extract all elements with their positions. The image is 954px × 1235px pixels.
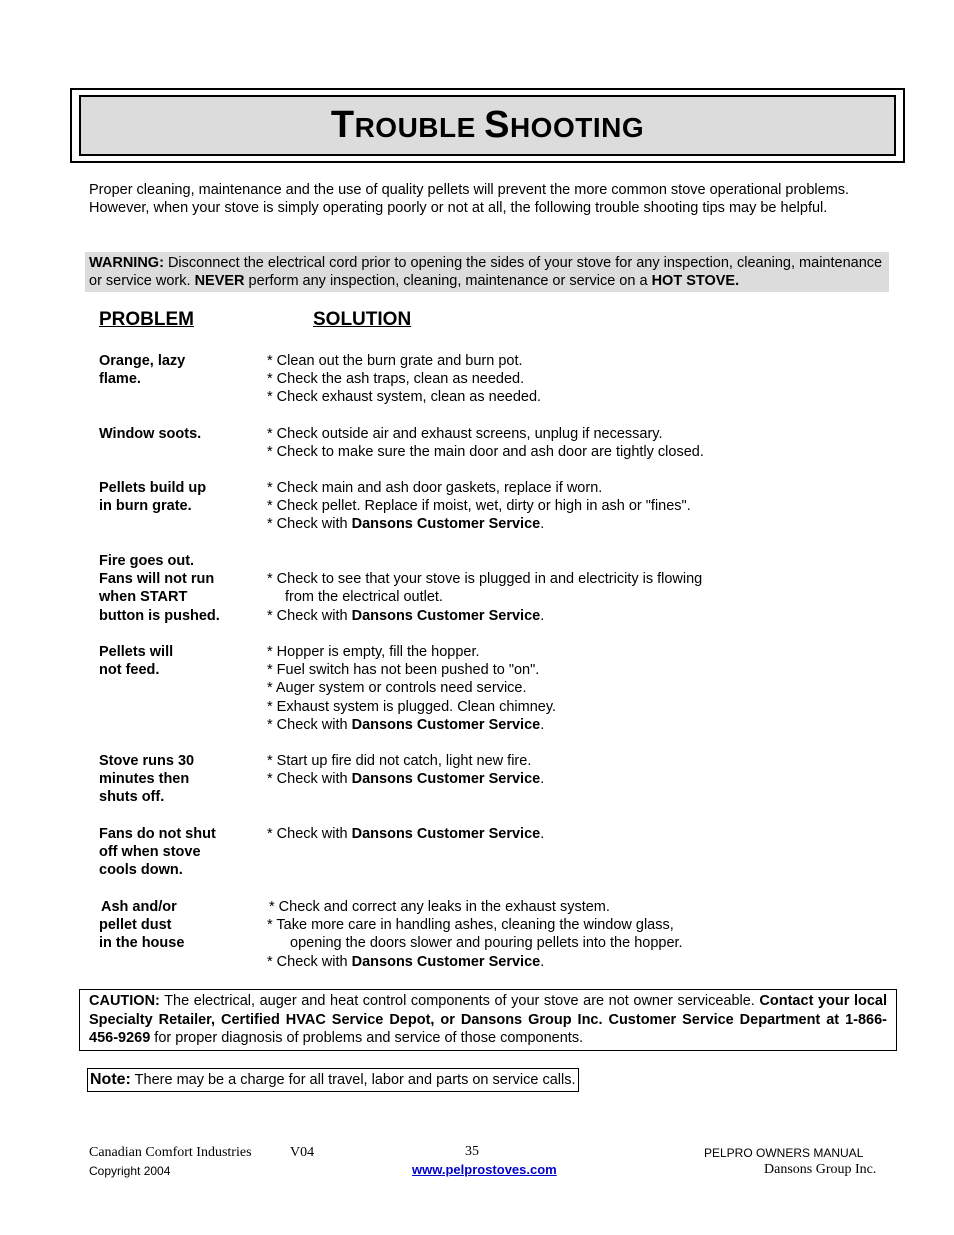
title-inner xyxy=(79,95,896,156)
solution-cell: * Check outside air and exhaust screens, unplug if necessary. * Check to make sure the main door and ash door are tightly closed. xyxy=(267,426,704,461)
problem-cell: Fire goes out. Fans will not run when START button is pushed. xyxy=(99,553,220,624)
check-with-service: * Check with Dansons Customer Service. xyxy=(267,953,545,970)
warning-label: WARNING: xyxy=(89,255,164,271)
solution-cell: * Check main and ash door gaskets, replace if worn. * Check pellet. Replace if moist, wet, dirty or high in ash or "fines". * Check with Dansons Customer Service. xyxy=(267,479,887,534)
problem-cell: Stove runs 30 minutes then shuts off. xyxy=(99,753,195,806)
caution-label: CAUTION: xyxy=(89,993,160,1009)
footer-copyright: Copyright 2004 xyxy=(89,1164,171,1178)
footer-version: V04 xyxy=(290,1145,315,1160)
footer-manual-title: PELPRO OWNERS MANUAL xyxy=(704,1146,864,1160)
note-label: Note: xyxy=(90,1071,131,1088)
check-with-service: * Check with Dansons Customer Service. xyxy=(267,716,545,733)
solution-cell: * Start up fire did not catch, light new fire. * Check with Dansons Customer Service. xyxy=(267,752,887,788)
note-box: Note: There may be a charge for all travel, labor and parts on service calls. xyxy=(87,1068,579,1092)
problem-cell: Window soots. xyxy=(99,426,202,442)
solution-cell: * Check and correct any leaks in the exhaust system. * Take more care in handling ashes, cleaning the window glass, opening the doors slower and pouring pellets into the hopper. * Check with Dansons Customer Service. xyxy=(267,898,887,971)
problem-cell: Pellets will not feed. xyxy=(99,644,174,679)
website-link[interactable]: www.pelprostoves.com xyxy=(412,1162,557,1177)
problem-header: PROBLEM xyxy=(99,309,194,330)
solution-header: SOLUTION xyxy=(313,309,412,330)
problem-cell: Ash and/or pellet dust in the house xyxy=(99,899,185,952)
check-with-service: * Check with Dansons Customer Service. xyxy=(267,607,545,624)
warning-box: WARNING: Disconnect the electrical cord prior to opening the sides of your stove for any inspection, cleaning, maintenance or service work. NEVER perform any inspection, cleaning, maintenance or service on a HOT STOVE. xyxy=(85,252,889,292)
title-box xyxy=(70,88,905,163)
check-with-service: * Check with Dansons Customer Service. xyxy=(267,771,545,788)
page-title: TROUBLE SHOOTING xyxy=(330,104,645,146)
footer-group: Dansons Group Inc. xyxy=(764,1162,877,1177)
problem-cell: Pellets build up in burn grate. xyxy=(99,480,207,515)
page-number: 35 xyxy=(465,1144,479,1159)
solution-cell: * Clean out the burn grate and burn pot. * Check the ash traps, clean as needed. * Check exhaust system, clean as needed. xyxy=(267,353,542,406)
check-with-service: * Check with Dansons Customer Service. xyxy=(267,516,545,533)
solution-cell: * Check to see that your stove is plugged in and electricity is flowing from the electrical outlet. * Check with Dansons Customer Service. xyxy=(267,570,887,625)
intro-paragraph: Proper cleaning, maintenance and the use of quality pellets will prevent the more common stove operational problems. However, when your stove is simply operating poorly or not at all, the following trouble shooting tips may be helpful. xyxy=(89,182,850,216)
problem-cell: Orange, lazy flame. xyxy=(99,353,186,388)
footer-company: Canadian Comfort Industries xyxy=(89,1145,252,1160)
check-with-service: * Check with Dansons Customer Service. xyxy=(267,826,545,842)
solution-cell xyxy=(267,825,887,843)
solution-cell: * Hopper is empty, fill the hopper. * Fuel switch has not been pushed to "on". * Auger system or controls need service. * Exhaust system is plugged. Clean chimney. * Check with Dansons Customer Service. xyxy=(267,643,887,734)
caution-box: CAUTION: The electrical, auger and heat control components of your stove are not owner serviceable. Contact your local Specialty Retailer, Certified HVAC Service Depot, or Dansons Group Inc. Customer Service Department at 1-866-456-9269 for proper diagnosis of problems and service of those components. xyxy=(79,989,897,1051)
problem-cell: Fans do not shut off when stove cools down. xyxy=(99,826,216,879)
